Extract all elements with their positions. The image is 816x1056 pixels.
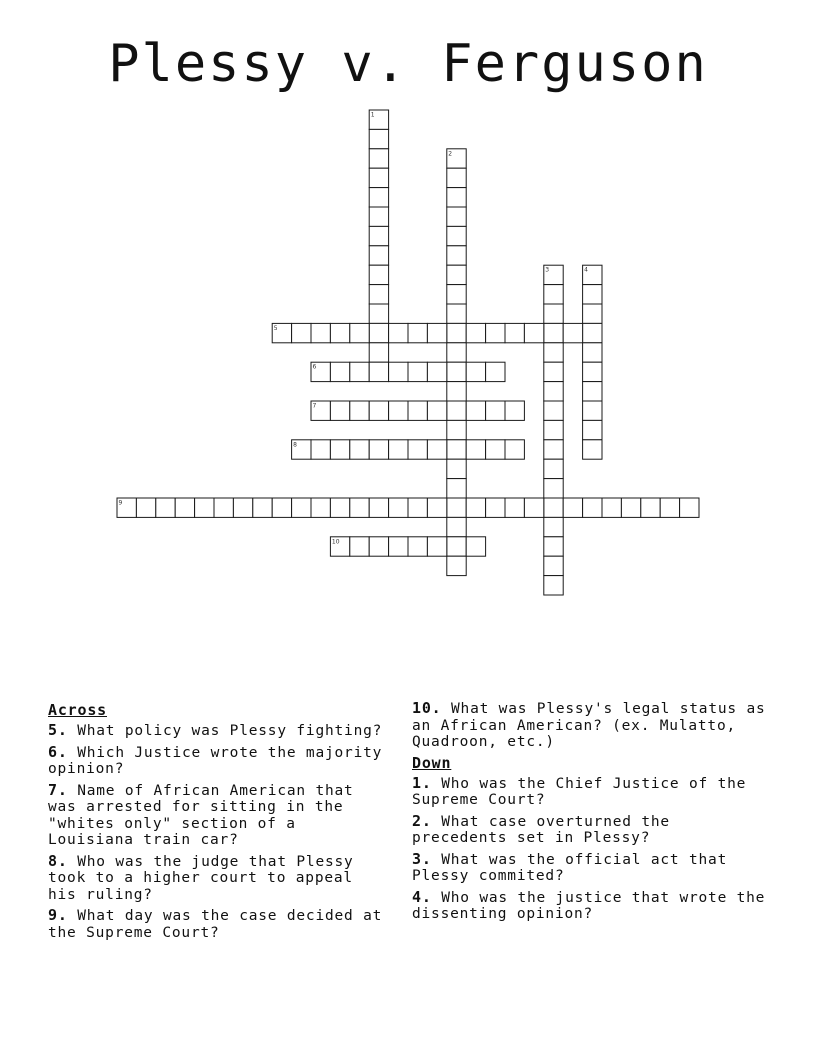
grid-cell[interactable] (544, 498, 563, 517)
grid-cell[interactable] (369, 440, 388, 459)
clues-left-column (48, 700, 388, 945)
grid-cell[interactable] (311, 440, 330, 459)
grid-cell[interactable] (292, 440, 311, 459)
grid-cell[interactable] (447, 459, 466, 478)
grid-cell[interactable] (330, 362, 349, 381)
grid-cell[interactable] (544, 323, 563, 342)
cell-number-label: 2 (448, 150, 453, 158)
grid-cell[interactable] (330, 323, 349, 342)
clue-text: What case overturned the precedents set in Plessy? (412, 813, 670, 846)
grid-cell[interactable] (427, 362, 446, 381)
grid-cell[interactable] (350, 323, 369, 342)
clue-text: What policy was Plessy fighting? (67, 723, 383, 739)
cell-number-label: 1 (370, 111, 375, 119)
grid-cell[interactable] (408, 362, 427, 381)
grid-cell[interactable] (369, 537, 388, 556)
grid-cell[interactable] (447, 362, 466, 381)
grid-cell[interactable] (330, 537, 349, 556)
grid-cell[interactable] (369, 149, 388, 168)
grid-cell[interactable] (350, 362, 369, 381)
grid-cell[interactable] (505, 498, 524, 517)
grid-cell[interactable] (369, 265, 388, 284)
grid-cell[interactable] (641, 498, 660, 517)
cell-number-label: 8 (293, 441, 297, 449)
grid-cell[interactable] (369, 110, 388, 129)
grid-cell[interactable] (408, 498, 427, 517)
clue-number: 3. (412, 849, 432, 868)
clue-text: Who was the justice that wrote the dissenting opinion? (412, 889, 766, 922)
clue-number: 6. (48, 742, 68, 761)
grid-cell[interactable] (486, 362, 505, 381)
grid-cell[interactable] (408, 440, 427, 459)
grid-cell[interactable] (544, 285, 563, 304)
cell-number-label: 5 (273, 324, 278, 332)
grid-cell[interactable] (408, 323, 427, 342)
grid-cell[interactable] (447, 537, 466, 556)
clue-number: 5. (48, 721, 68, 739)
grid-cell[interactable] (330, 401, 349, 420)
grid-cell[interactable] (369, 207, 388, 226)
grid-cell[interactable] (369, 188, 388, 207)
grid-cell[interactable] (447, 285, 466, 304)
cell-number-label: 6 (312, 363, 317, 371)
across-clue-list (48, 722, 388, 941)
grid-cell[interactable] (427, 537, 446, 556)
grid-cell[interactable] (447, 479, 466, 498)
grid-cell[interactable] (136, 498, 155, 517)
grid-cell[interactable] (505, 401, 524, 420)
grid-cell[interactable] (447, 498, 466, 517)
grid-cell[interactable] (486, 498, 505, 517)
grid-cell[interactable] (544, 440, 563, 459)
grid-cell[interactable] (292, 323, 311, 342)
grid-cell[interactable] (427, 498, 446, 517)
clue-number: 4. (412, 887, 432, 906)
grid-cell[interactable] (447, 149, 466, 168)
grid-cell[interactable] (369, 304, 388, 323)
across-clue (48, 744, 388, 778)
grid-cell[interactable] (544, 401, 563, 420)
grid-cell[interactable] (408, 401, 427, 420)
grid-cell[interactable] (563, 498, 582, 517)
grid-cell[interactable] (583, 362, 602, 381)
across-clue (48, 907, 388, 941)
across-clue (48, 722, 388, 740)
grid-cell[interactable] (408, 537, 427, 556)
grid-cell[interactable] (544, 362, 563, 381)
grid-cell[interactable] (311, 498, 330, 517)
grid-cell[interactable] (583, 323, 602, 342)
grid-cell[interactable] (544, 420, 563, 439)
grid-cell[interactable] (195, 498, 214, 517)
grid-cell[interactable] (680, 498, 699, 517)
grid-cell[interactable] (583, 304, 602, 323)
clue-number: 7. (48, 780, 68, 799)
grid-cell[interactable] (292, 498, 311, 517)
grid-cell[interactable] (505, 323, 524, 342)
grid-cell[interactable] (583, 440, 602, 459)
grid-cell[interactable] (311, 323, 330, 342)
grid-cell[interactable] (369, 498, 388, 517)
clue-text: What was Plessy's legal status as an African American? (ex. Mulatto, Quadroon, etc.) (412, 701, 766, 750)
grid-cell[interactable] (233, 498, 252, 517)
grid-cell[interactable] (272, 323, 291, 342)
grid-cell[interactable] (544, 556, 563, 575)
grid-cell[interactable] (583, 285, 602, 304)
clue-number: 2. (412, 811, 432, 830)
across-clue (48, 853, 388, 904)
grid-cell[interactable] (427, 323, 446, 342)
clue-text: What was the official act that Plessy commited? (412, 851, 728, 884)
grid-cell[interactable] (389, 362, 408, 381)
grid-cell[interactable] (447, 420, 466, 439)
grid-cell[interactable] (389, 498, 408, 517)
clue-text: Name of African American that was arrested for sitting in the "whites only" section of a Louisiana train car? (48, 782, 354, 848)
grid-cell[interactable] (544, 576, 563, 595)
grid-cell[interactable] (369, 401, 388, 420)
down-clue (412, 851, 772, 885)
grid-cell[interactable] (369, 226, 388, 245)
down-heading: Down (412, 753, 452, 772)
grid-cell[interactable] (466, 323, 485, 342)
grid-cell[interactable] (544, 304, 563, 323)
grid-cell[interactable] (369, 285, 388, 304)
grid-cell[interactable] (583, 498, 602, 517)
across-clue (412, 700, 772, 751)
grid-cell[interactable] (156, 498, 175, 517)
cell-number-label: 3 (545, 266, 550, 274)
grid-cell[interactable] (583, 265, 602, 284)
grid-cell[interactable] (447, 382, 466, 401)
grid-cell[interactable] (350, 401, 369, 420)
clue-number: 8. (48, 851, 68, 870)
clue-text: Who was the judge that Plessy took to a higher court to appeal his ruling? (48, 853, 354, 903)
grid-cell[interactable] (544, 382, 563, 401)
clue-number: 9. (48, 906, 68, 924)
clue-number: 1. (412, 773, 432, 792)
grid-cell[interactable] (427, 440, 446, 459)
grid-cell[interactable] (311, 401, 330, 420)
grid-cell[interactable] (369, 246, 388, 265)
grid-cell[interactable] (389, 440, 408, 459)
cell-number-label: 4 (584, 266, 588, 274)
grid-cell[interactable] (621, 498, 640, 517)
grid-cell[interactable] (311, 362, 330, 381)
grid-cell[interactable] (466, 537, 485, 556)
grid-cell[interactable] (447, 304, 466, 323)
grid-cell[interactable] (486, 401, 505, 420)
grid-cell[interactable] (389, 323, 408, 342)
grid-cell[interactable] (447, 517, 466, 536)
grid-cell[interactable] (369, 323, 388, 342)
grid-cell[interactable] (583, 420, 602, 439)
grid-cell[interactable] (447, 207, 466, 226)
grid-cell[interactable] (350, 537, 369, 556)
grid-cell[interactable] (447, 246, 466, 265)
grid-cell[interactable] (330, 498, 349, 517)
grid-cell[interactable] (389, 401, 408, 420)
across-clue (48, 782, 388, 849)
grid-cell[interactable] (330, 440, 349, 459)
cell-number-label: 10 (331, 538, 340, 546)
grid-cell[interactable] (466, 440, 485, 459)
grid-cell[interactable] (447, 401, 466, 420)
grid-cell[interactable] (447, 323, 466, 342)
grid-cell[interactable] (524, 498, 543, 517)
grid-cell[interactable] (369, 168, 388, 187)
grid-cell[interactable] (117, 498, 136, 517)
grid-cell[interactable] (583, 343, 602, 362)
grid-cell[interactable] (447, 168, 466, 187)
grid-cell[interactable] (447, 556, 466, 575)
grid-cell[interactable] (447, 265, 466, 284)
grid-cell[interactable] (466, 401, 485, 420)
cell-number-label: 9 (118, 499, 123, 507)
grid-cell[interactable] (369, 343, 388, 362)
grid-cell[interactable] (563, 323, 582, 342)
grid-cell[interactable] (544, 343, 563, 362)
grid-cell[interactable] (389, 537, 408, 556)
grid-cell[interactable] (524, 323, 543, 342)
grid-cell[interactable] (272, 498, 291, 517)
grid-cell[interactable] (369, 362, 388, 381)
grid-cell[interactable] (175, 498, 194, 517)
grid-cell[interactable] (447, 226, 466, 245)
cell-number-label: 7 (312, 402, 317, 410)
clue-text: Who was the Chief Justice of the Supreme Court? (412, 775, 747, 808)
clues-right-column (412, 700, 772, 927)
grid-cell[interactable] (447, 440, 466, 459)
clue-text: What day was the case decided at the Supreme Court? (48, 908, 383, 941)
grid-cell[interactable] (253, 498, 272, 517)
grid-cell[interactable] (544, 517, 563, 536)
grid-cell[interactable] (350, 440, 369, 459)
across-clue-list-continued (412, 700, 772, 751)
grid-cell[interactable] (544, 265, 563, 284)
grid-cell[interactable] (466, 498, 485, 517)
down-clue (412, 889, 772, 923)
grid-cell[interactable] (214, 498, 233, 517)
page-title: Plessy v. Ferguson (108, 34, 708, 94)
grid-cell[interactable] (583, 382, 602, 401)
grid-cell[interactable] (427, 401, 446, 420)
down-clue-list (412, 775, 772, 923)
grid-cell[interactable] (466, 362, 485, 381)
clue-number: 10. (412, 699, 442, 717)
grid-cell[interactable] (602, 498, 621, 517)
grid-cell[interactable] (486, 440, 505, 459)
grid-cell[interactable] (447, 343, 466, 362)
grid-cell[interactable] (544, 479, 563, 498)
grid-cell[interactable] (486, 323, 505, 342)
across-heading: Across (48, 701, 107, 719)
grid-cell[interactable] (350, 498, 369, 517)
grid-cell[interactable] (447, 188, 466, 207)
grid-cell[interactable] (505, 440, 524, 459)
down-clue (412, 775, 772, 809)
grid-cell[interactable] (660, 498, 679, 517)
down-clue (412, 813, 772, 847)
grid-cell[interactable] (544, 459, 563, 478)
clue-text: Which Justice wrote the majority opinion? (48, 744, 383, 777)
grid-cell[interactable] (583, 401, 602, 420)
grid-cell[interactable] (544, 537, 563, 556)
grid-cell[interactable] (369, 129, 388, 148)
